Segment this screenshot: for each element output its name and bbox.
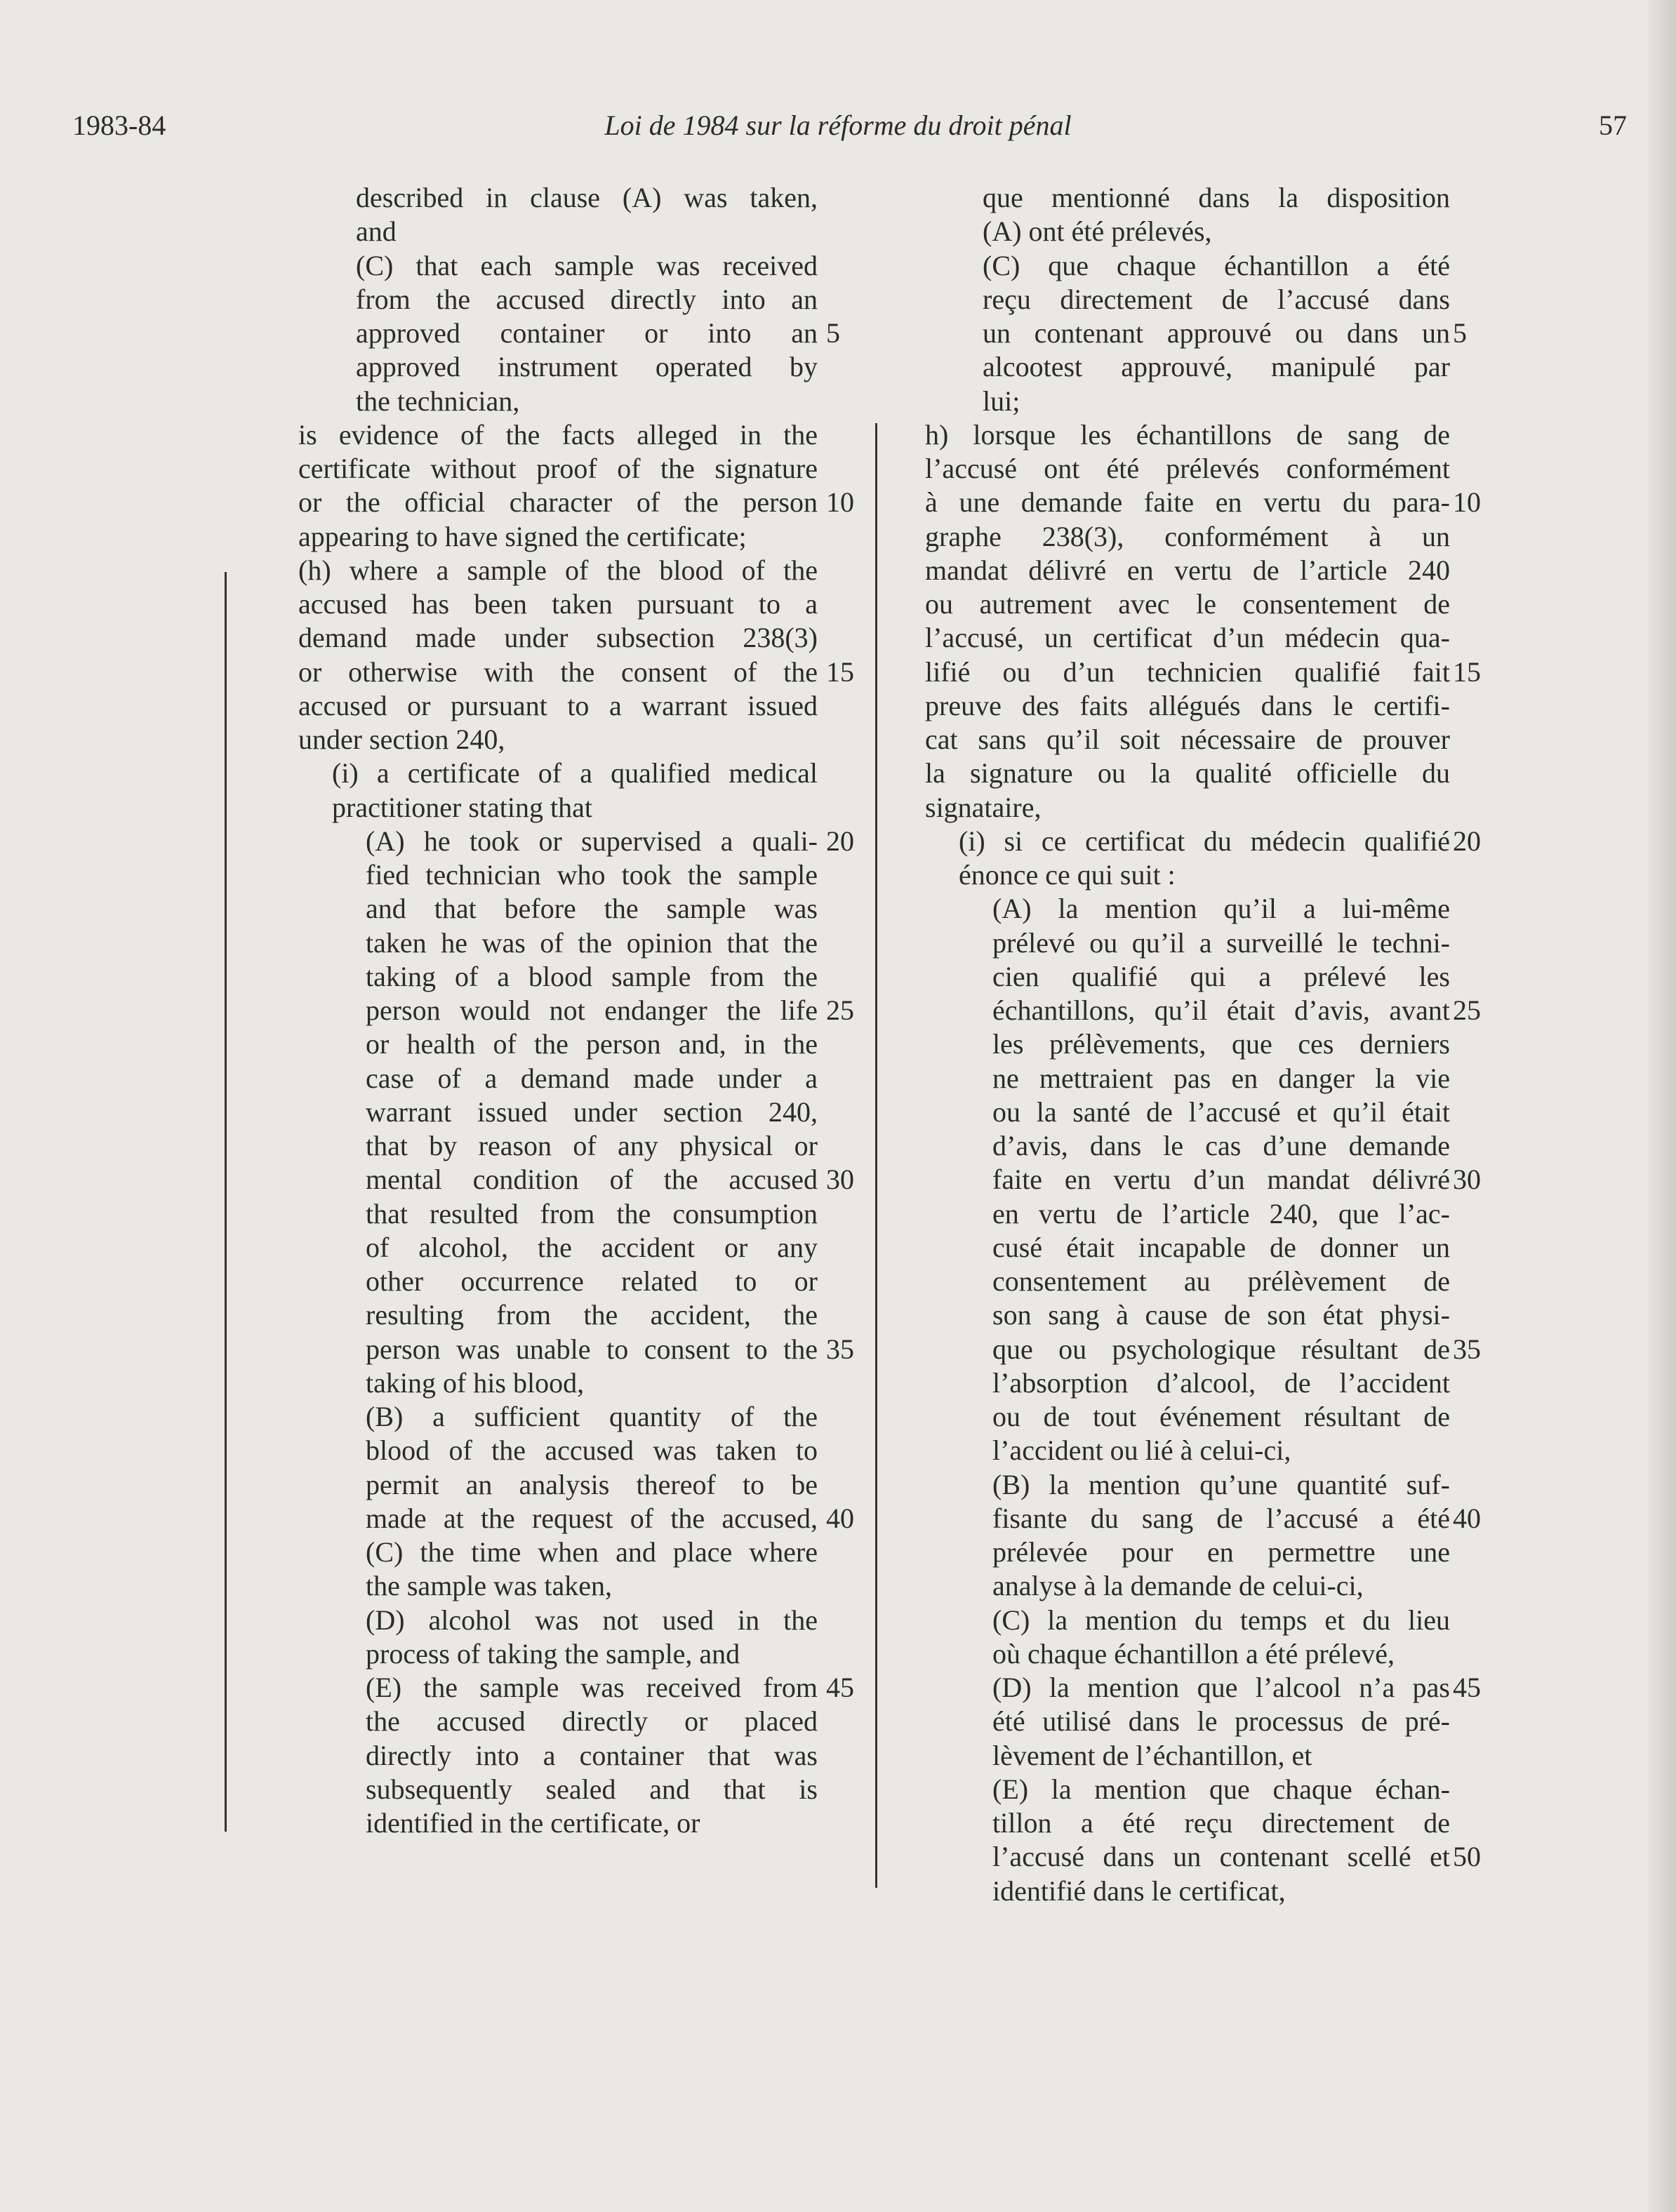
- line-text: directly into a container that was: [366, 1739, 818, 1771]
- text-line: [298, 791, 860, 825]
- text-line: [298, 1197, 860, 1231]
- line-text: que mentionné dans la disposition: [983, 182, 1450, 213]
- french-column: [925, 181, 1487, 1908]
- line-number: 30: [826, 1164, 854, 1196]
- text-line: [925, 1333, 1487, 1366]
- text-line: [298, 1569, 860, 1603]
- line-number: 5: [1453, 317, 1467, 349]
- line-text: the technician,: [356, 385, 520, 417]
- line-text: the accused directly or placed: [366, 1705, 818, 1738]
- line-text: cusé était incapable de donner un: [992, 1231, 1450, 1263]
- line-text: of alcohol, the accident or any: [366, 1231, 818, 1263]
- line-text: person was unable to consent to the: [366, 1333, 818, 1365]
- text-line: [298, 1806, 860, 1840]
- line-number: 15: [1453, 655, 1481, 688]
- text-line: [925, 1163, 1487, 1197]
- text-line: [298, 1298, 860, 1332]
- page-edge: [1648, 0, 1676, 2212]
- line-text: fisante du sang de l’accusé a été: [992, 1502, 1450, 1534]
- line-text: à une demande faite en vertu du para-: [925, 486, 1450, 519]
- text-line: [298, 486, 860, 519]
- line-text: (D) alcohol was not used in the: [366, 1604, 818, 1636]
- text-line: [298, 757, 860, 790]
- text-line: [298, 1400, 860, 1434]
- text-line: [298, 1366, 860, 1400]
- line-text: described in clause (A) was taken,: [356, 182, 818, 213]
- text-line: [298, 452, 860, 486]
- line-number: 20: [1453, 825, 1481, 857]
- line-text: reçu directement de l’accusé dans: [983, 283, 1450, 315]
- text-line: [925, 757, 1487, 790]
- line-text: that by reason of any physical or: [366, 1130, 818, 1161]
- text-line: [925, 1840, 1487, 1874]
- text-line: [925, 486, 1487, 519]
- line-text: person would not endanger the life: [366, 994, 818, 1026]
- text-line: [925, 1400, 1487, 1434]
- line-text: identifié dans le certificat,: [992, 1874, 1286, 1907]
- line-text: permit an analysis thereof to be: [366, 1468, 818, 1500]
- text-line: [925, 1027, 1487, 1061]
- text-line: [925, 1231, 1487, 1265]
- line-text: process of taking the sample, and: [366, 1637, 740, 1670]
- line-text: mandat délivré en vertu de l’article 240: [925, 554, 1450, 586]
- line-text: warrant issued under section 240,: [366, 1095, 818, 1128]
- line-text: (C) la mention du temps et du lieu: [992, 1604, 1450, 1636]
- text-line: [925, 1773, 1487, 1806]
- text-line: [298, 960, 860, 994]
- line-text: practitioner stating that: [332, 791, 592, 823]
- line-text: son sang à cause de son état physi-: [992, 1299, 1450, 1331]
- line-text: (C) that each sample was received: [356, 249, 818, 281]
- text-line: [298, 689, 860, 723]
- header-page-number: 57: [1599, 109, 1627, 141]
- line-text: ou de tout événement résultant de: [992, 1401, 1450, 1432]
- line-text: cat sans qu’il soit nécessaire de prouver: [925, 724, 1450, 755]
- text-line: [298, 621, 860, 655]
- line-text: (A) ont été prélevés,: [983, 215, 1212, 248]
- text-line: [298, 554, 860, 587]
- line-number: 50: [1453, 1841, 1481, 1873]
- line-text: la signature ou la qualité officielle du: [925, 757, 1450, 789]
- line-text: approved container or into an: [356, 317, 818, 349]
- line-text: mental condition of the accused: [366, 1164, 818, 1196]
- text-line: [298, 1468, 860, 1502]
- text-line: [298, 1129, 860, 1163]
- line-text: graphe 238(3), conformément à un: [925, 520, 1450, 552]
- line-text: preuve des faits allégués dans le certifi-: [925, 689, 1450, 721]
- line-text: l’accusé, un certificat d’un médecin qua-: [925, 622, 1450, 654]
- line-text: (E) la mention que chaque échan-: [992, 1773, 1450, 1805]
- text-line: [298, 1095, 860, 1129]
- text-line: [298, 655, 860, 689]
- line-number: 35: [1453, 1333, 1481, 1365]
- line-text: resulting from the accident, the: [366, 1299, 818, 1331]
- text-line: [298, 587, 860, 621]
- line-text: (h) where a sample of the blood of the: [298, 554, 818, 586]
- line-text: l’absorption d’alcool, de l’accident: [992, 1366, 1450, 1399]
- text-line: [298, 926, 860, 960]
- text-line: [925, 1739, 1487, 1773]
- line-text: or otherwise with the consent of the: [298, 655, 818, 688]
- text-line: [925, 1637, 1487, 1671]
- line-text: cien qualifié qui a prélevé les: [992, 960, 1450, 992]
- line-text: under section 240,: [298, 724, 505, 755]
- line-text: ou autrement avec le consentement de: [925, 588, 1450, 620]
- text-line: [925, 926, 1487, 960]
- line-text: (B) la mention qu’une quantité suf-: [992, 1468, 1450, 1500]
- line-text: échantillons, qu’il était d’avis, avant: [992, 994, 1450, 1026]
- line-text: (A) la mention qu’il a lui-même: [992, 893, 1450, 925]
- text-line: [298, 1333, 860, 1366]
- line-text: taking of a blood sample from the: [366, 960, 818, 992]
- text-line: [925, 621, 1487, 655]
- text-line: [298, 1163, 860, 1197]
- text-line: [925, 181, 1487, 215]
- text-line: [925, 1434, 1487, 1467]
- text-line: [298, 181, 860, 215]
- text-line: [925, 1604, 1487, 1637]
- text-line: [298, 1535, 860, 1569]
- text-line: [298, 1265, 860, 1298]
- text-line: [925, 1298, 1487, 1332]
- text-line: [298, 215, 860, 248]
- line-number: 30: [1453, 1164, 1481, 1196]
- line-text: taking of his blood,: [366, 1366, 585, 1399]
- text-line: [298, 1705, 860, 1738]
- text-line: [925, 1265, 1487, 1298]
- line-text: taken he was of the opinion that the: [366, 926, 818, 959]
- line-text: (D) la mention que l’alcool n’a pas: [992, 1672, 1450, 1703]
- line-text: analyse à la demande de celui-ci,: [992, 1570, 1364, 1602]
- line-number: 5: [826, 317, 840, 349]
- text-line: [298, 520, 860, 554]
- text-line: [925, 1366, 1487, 1400]
- text-line: [925, 1095, 1487, 1129]
- line-text: d’avis, dans le cas d’une demande: [992, 1130, 1450, 1161]
- text-line: [925, 791, 1487, 825]
- text-line: [925, 1129, 1487, 1163]
- line-number: 45: [826, 1672, 854, 1703]
- text-line: [298, 1027, 860, 1061]
- line-number: 40: [1453, 1502, 1481, 1534]
- text-line: [298, 249, 860, 283]
- text-line: [925, 892, 1487, 926]
- line-text: or the official character of the person: [298, 486, 818, 519]
- text-line: [925, 520, 1487, 554]
- line-text: prélevé ou qu’il a surveillé le techni-: [992, 926, 1450, 959]
- text-line: [925, 249, 1487, 283]
- line-text: l’accusé ont été prélevés conformément: [925, 453, 1450, 484]
- text-line: [925, 1874, 1487, 1908]
- text-line: [925, 655, 1487, 689]
- text-line: [925, 1705, 1487, 1738]
- line-text: ne mettraient pas en danger la vie: [992, 1062, 1450, 1094]
- text-line: [925, 317, 1487, 350]
- text-line: [925, 723, 1487, 757]
- line-text: énonce ce qui suit :: [959, 859, 1176, 891]
- text-line: [925, 1535, 1487, 1569]
- text-line: [298, 723, 860, 757]
- line-number: 20: [826, 825, 854, 857]
- text-line: [925, 554, 1487, 587]
- text-line: [298, 418, 860, 452]
- line-text: (C) the time when and place where: [366, 1536, 818, 1568]
- text-line: [925, 283, 1487, 317]
- line-text: prélevée pour en permettre une: [992, 1536, 1450, 1568]
- line-text: or health of the person and, in the: [366, 1028, 818, 1060]
- line-text: que ou psychologique résultant de: [992, 1333, 1450, 1365]
- line-text: en vertu de l’article 240, que l’ac-: [992, 1197, 1450, 1230]
- line-text: (B) a sufficient quantity of the: [366, 1401, 818, 1432]
- line-text: (A) he took or supervised a quali-: [366, 825, 818, 857]
- line-text: that resulted from the consumption: [366, 1197, 818, 1230]
- text-line: [925, 587, 1487, 621]
- text-line: [925, 1569, 1487, 1603]
- line-text: and that before the sample was: [366, 893, 818, 925]
- line-text: l’accident ou lié à celui-ci,: [992, 1434, 1291, 1467]
- line-text: case of a demand made under a: [366, 1062, 818, 1094]
- header-year: 1983-84: [72, 109, 166, 141]
- line-text: signataire,: [925, 791, 1042, 823]
- line-text: from the accused directly into an: [356, 283, 818, 315]
- line-number: 25: [1453, 994, 1481, 1026]
- text-line: [298, 1739, 860, 1773]
- text-line: [925, 994, 1487, 1027]
- line-text: ou la santé de l’accusé et qu’il était: [992, 1095, 1450, 1128]
- text-line: [925, 1062, 1487, 1095]
- line-text: subsequently sealed and that is: [366, 1773, 818, 1805]
- text-line: [298, 1231, 860, 1265]
- line-text: accused has been taken pursuant to a: [298, 588, 818, 620]
- text-line: [925, 825, 1487, 858]
- line-text: (E) the sample was received from: [366, 1672, 818, 1703]
- text-line: [925, 1806, 1487, 1840]
- column-divider: [875, 423, 877, 1888]
- line-number: 35: [826, 1333, 854, 1365]
- line-text: made at the request of the accused,: [366, 1502, 818, 1534]
- line-text: (i) a certificate of a qualified medical: [332, 757, 818, 789]
- text-line: [925, 1197, 1487, 1231]
- line-text: été utilisé dans le processus de pré-: [992, 1705, 1450, 1738]
- line-text: is evidence of the facts alleged in the: [298, 418, 818, 451]
- text-line: [298, 350, 860, 384]
- line-text: l’accusé dans un contenant scellé et: [992, 1841, 1450, 1873]
- line-text: (C) que chaque échantillon a été: [983, 249, 1450, 281]
- line-text: certificate without proof of the signature: [298, 453, 818, 484]
- text-line: [925, 1671, 1487, 1705]
- line-text: identified in the certificate, or: [366, 1807, 700, 1839]
- text-line: [298, 1637, 860, 1671]
- text-line: [925, 418, 1487, 452]
- header-title: Loi de 1984 sur la réforme du droit pénal: [604, 109, 1072, 141]
- line-text: and: [356, 215, 397, 248]
- line-text: alcootest approuvé, manipulé par: [983, 351, 1450, 383]
- line-number: 15: [826, 655, 854, 688]
- line-text: lèvement de l’échantillon, et: [992, 1739, 1312, 1771]
- line-text: approved instrument operated by: [356, 351, 818, 383]
- text-line: [298, 994, 860, 1027]
- text-line: [925, 452, 1487, 486]
- text-line: [298, 317, 860, 350]
- text-line: [925, 1502, 1487, 1535]
- line-number: 25: [826, 994, 854, 1026]
- text-line: [298, 1502, 860, 1535]
- text-line: [298, 283, 860, 317]
- text-line: [925, 858, 1487, 892]
- line-text: appearing to have signed the certificate;: [298, 520, 747, 552]
- line-text: consentement au prélèvement de: [992, 1265, 1450, 1297]
- text-line: [298, 1434, 860, 1467]
- line-text: lifié ou d’un technicien qualifié fait: [925, 655, 1450, 688]
- text-line: [925, 689, 1487, 723]
- text-line: [298, 858, 860, 892]
- line-number: 10: [826, 486, 854, 519]
- line-text: accused or pursuant to a warrant issued: [298, 689, 818, 721]
- line-text: blood of the accused was taken to: [366, 1434, 818, 1467]
- line-text: fied technician who took the sample: [366, 859, 818, 891]
- text-line: [925, 215, 1487, 248]
- line-text: tillon a été reçu directement de: [992, 1807, 1450, 1839]
- line-text: les prélèvements, que ces derniers: [992, 1028, 1450, 1060]
- line-text: demand made under subsection 238(3): [298, 622, 818, 654]
- text-line: [925, 385, 1487, 418]
- text-line: [298, 1671, 860, 1705]
- text-line: [925, 1468, 1487, 1502]
- text-line: [298, 892, 860, 926]
- text-line: [298, 385, 860, 418]
- line-text: un contenant approuvé ou dans un: [983, 317, 1450, 349]
- line-text: faite en vertu d’un mandat délivré: [992, 1164, 1450, 1196]
- line-text: h) lorsque les échantillons de sang de: [925, 418, 1450, 451]
- line-text: the sample was taken,: [366, 1570, 612, 1602]
- line-text: où chaque échantillon a été prélevé,: [992, 1637, 1395, 1670]
- line-number: 40: [826, 1502, 854, 1534]
- amendment-bar-left: [225, 572, 227, 1832]
- line-number: 10: [1453, 486, 1481, 519]
- text-line: [298, 1062, 860, 1095]
- line-text: other occurrence related to or: [366, 1265, 818, 1297]
- english-column: [298, 181, 860, 1840]
- text-line: [298, 1604, 860, 1637]
- line-text: lui;: [983, 385, 1020, 417]
- text-line: [925, 960, 1487, 994]
- line-number: 45: [1453, 1672, 1481, 1703]
- text-line: [298, 825, 860, 858]
- text-line: [298, 1773, 860, 1806]
- text-line: [925, 350, 1487, 384]
- line-text: (i) si ce certificat du médecin qualifié: [959, 825, 1450, 857]
